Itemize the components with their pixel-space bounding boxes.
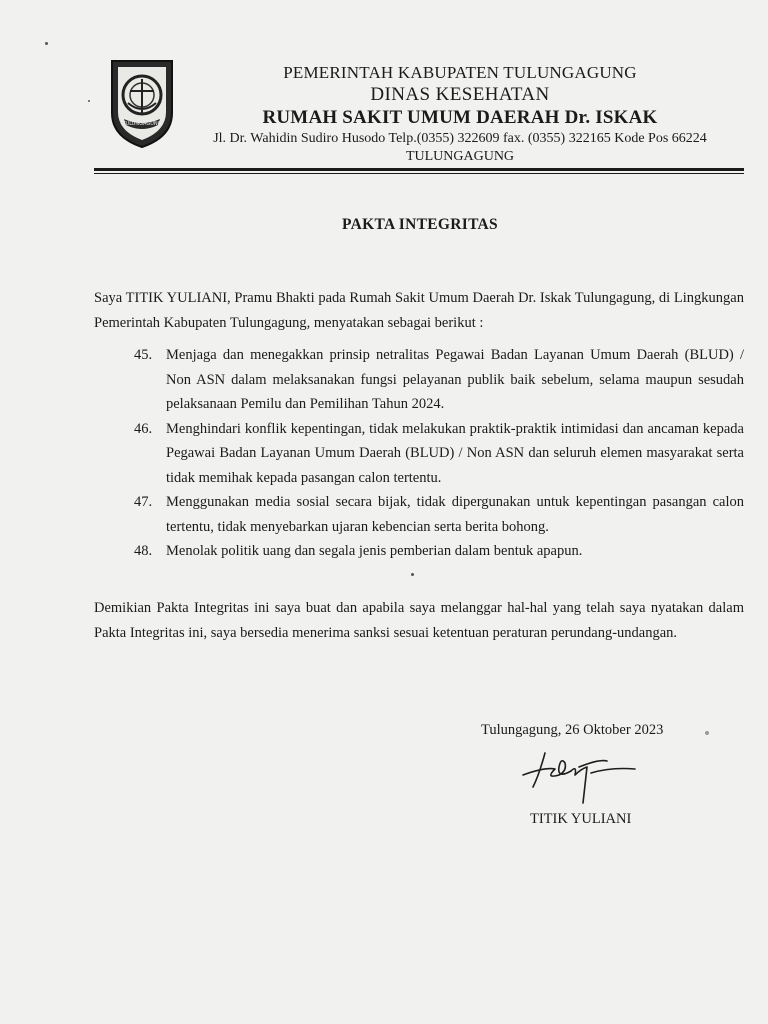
statement-text: Menghindari konflik kepentingan, tidak melakukan praktik-praktik intimidasi dan ancaman kepada Pegawai Badan Layanan Umum Daerah (BLUD) / Non ASN dan seluruh elemen masyarakat serta tidak memihak kepada pasangan calon tertentu. [166,420,744,486]
intro-paragraph: Saya TITIK YULIANI, Pramu Bhakti pada Rumah Sakit Umum Daerah Dr. Iskak Tulungagung, di Lingkungan Pemerintah Kabupaten Tulungagung, menyatakan sebagai berikut : [94,290,744,331]
scan-speck [88,100,90,102]
statement-item [134,490,744,539]
letterhead-department: DINAS KESEHATAN [370,84,550,105]
scan-speck [411,573,414,576]
statement-text: Menggunakan media sosial secara bijak, tidak dipergunakan untuk kepentingan pasangan calon tertentu, tidak menyebarkan ujaran kebencian serta berita bohong. [166,494,744,535]
statement-item [134,539,744,564]
scan-speck [45,42,48,45]
statement-number: 45. [134,347,153,363]
statement-number: 47. [134,494,153,510]
statement-text: Menjaga dan menegakkan prinsip netralitas Pegawai Badan Layanan Umum Daerah (BLUD) / Non ASN dalam melaksanakan fungsi pelayanan publik baik sebelum, selama maupun sesudah pelaksanaan Pemilu dan Pemilihan Tahun 2024. [166,347,744,412]
signature-place-date: Tulungagung, 26 Oktober 2023 [481,722,664,738]
letterhead-address: Jl. Dr. Wahidin Sudiro Husodo Telp.(0355) 322609 fax. (0355) 322165 Kode Pos 66224 [213,131,707,146]
statement-item [134,343,744,417]
letterhead-hospital: RUMAH SAKIT UMUM DAERAH Dr. ISKAK [262,107,658,128]
statement-number: 48. [134,543,153,559]
letterhead-divider-thick [94,168,744,171]
document-title: PAKTA INTEGRITAS [342,216,498,233]
scan-speck [705,731,709,735]
letterhead-government: PEMERINTAH KABUPATEN TULUNGAGUNG [283,63,637,82]
handwritten-signature [515,745,640,807]
letterhead-divider-thin [94,173,744,174]
closing-paragraph: Demikian Pakta Integritas ini saya buat dan apabila saya melanggar hal-hal yang telah saya nyatakan dalam Pakta Integritas ini, saya bersedia menerima sanksi sesuai ketentuan peraturan perundang-undangan. [94,600,744,641]
tulungagung-crest-logo [104,55,180,151]
signatory-name: TITIK YULIANI [530,811,632,827]
letterhead-city: TULUNGAGUNG [405,149,515,164]
statement-list [134,343,744,564]
letterhead [180,62,740,166]
statement-number: 46. [134,420,153,437]
statement-item [134,417,744,491]
logo-banner-text: TULUNGAGUNG [122,121,162,127]
statement-text: Menolak politik uang dan segala jenis pemberian dalam bentuk apapun. [166,543,583,559]
